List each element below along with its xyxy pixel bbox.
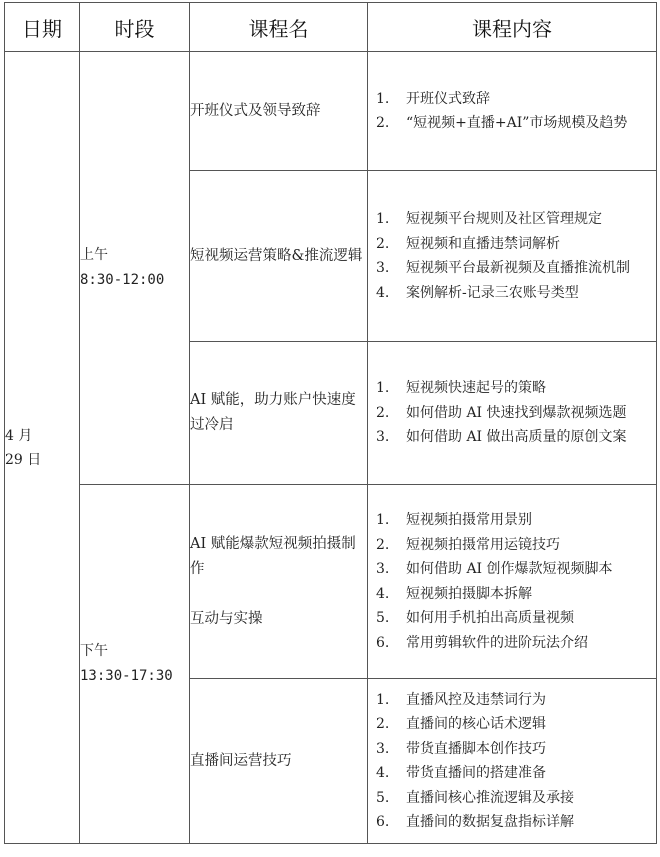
course-name-line: 短视频运营策略&推流逻辑 bbox=[190, 247, 363, 264]
date-cell bbox=[5, 52, 80, 844]
item-number: 2. bbox=[376, 716, 390, 732]
item-text: 如何用手机拍出高质量视频 bbox=[406, 610, 574, 626]
course-name bbox=[190, 679, 368, 844]
item-text: 如何借助 AI 快速找到爆款视频选题 bbox=[406, 404, 627, 421]
item-number: 4. bbox=[376, 585, 390, 602]
list-item bbox=[368, 508, 656, 533]
item-text: 直播间的数据复盘指标详解 bbox=[406, 814, 574, 830]
list-item bbox=[368, 111, 656, 136]
course-name-line: AI 赋能，助力账户快速度过冷启 bbox=[190, 392, 356, 433]
content-list bbox=[368, 688, 656, 835]
item-text: 直播风控及违禁词行为 bbox=[406, 691, 546, 708]
course-content bbox=[368, 485, 657, 679]
course-content bbox=[368, 171, 657, 342]
item-number: 5. bbox=[376, 789, 390, 806]
item-number: 6. bbox=[376, 814, 390, 830]
course-name bbox=[190, 485, 368, 679]
item-text: 常用剪辑软件的进阶玩法介绍 bbox=[406, 634, 588, 651]
list-item bbox=[368, 232, 656, 257]
item-number: 1. bbox=[376, 90, 390, 107]
list-item bbox=[368, 810, 656, 835]
item-text: 案例解析-记录三农账号类型 bbox=[406, 284, 579, 301]
item-number: 3. bbox=[376, 561, 390, 577]
course-content bbox=[368, 679, 657, 844]
item-number: 6. bbox=[376, 634, 390, 651]
item-number: 2. bbox=[376, 536, 390, 553]
item-number: 2. bbox=[376, 115, 390, 131]
course-content bbox=[368, 52, 657, 171]
course-name-line: 开班仪式及领导致辞 bbox=[190, 102, 321, 119]
course-content bbox=[368, 342, 657, 485]
item-text: 带货直播间的搭建准备 bbox=[406, 765, 546, 781]
list-item bbox=[368, 281, 656, 306]
session-time: 13:30-17:30 bbox=[80, 668, 173, 684]
list-item bbox=[368, 631, 656, 656]
session-morning bbox=[80, 52, 190, 485]
item-number: 5. bbox=[376, 610, 390, 626]
item-text: 短视频和直播违禁词解析 bbox=[406, 235, 560, 252]
item-number: 2. bbox=[376, 235, 390, 252]
session-afternoon bbox=[80, 485, 190, 844]
session-period: 上午 bbox=[80, 247, 108, 263]
item-text: 短视频平台最新视频及直播推流机制 bbox=[406, 260, 630, 276]
list-item bbox=[368, 533, 656, 558]
content-list bbox=[368, 207, 656, 305]
item-text: 如何借助 AI 做出高质量的原创文案 bbox=[406, 429, 627, 446]
header-row bbox=[5, 3, 657, 52]
course-name bbox=[190, 171, 368, 342]
item-text: 直播间的核心话术逻辑 bbox=[406, 716, 546, 732]
item-number: 2. bbox=[376, 404, 390, 421]
item-number: 3. bbox=[376, 429, 390, 446]
item-number: 3. bbox=[376, 740, 390, 757]
header-date: 日期 bbox=[5, 3, 80, 52]
item-number: 3. bbox=[376, 260, 390, 276]
list-item bbox=[368, 256, 656, 281]
course-name bbox=[190, 52, 368, 171]
item-number: 1. bbox=[376, 380, 390, 397]
session-time: 8:30-12:00 bbox=[80, 272, 165, 288]
list-item bbox=[368, 87, 656, 112]
session-period: 下午 bbox=[80, 643, 108, 659]
course-schedule-table bbox=[4, 2, 657, 844]
list-item bbox=[368, 582, 656, 607]
course-name bbox=[190, 342, 368, 485]
list-item bbox=[368, 737, 656, 762]
item-number: 4. bbox=[376, 765, 390, 781]
header-time: 时段 bbox=[80, 3, 190, 52]
item-text: “短视频+直播+AI”市场规模及趋势 bbox=[406, 115, 628, 131]
header-course-name: 课程名 bbox=[190, 3, 368, 52]
table-row bbox=[5, 485, 657, 679]
list-item bbox=[368, 786, 656, 811]
date-month: 4 月 bbox=[5, 427, 33, 444]
item-number: 1. bbox=[376, 512, 390, 528]
item-text: 直播间核心推流逻辑及承接 bbox=[406, 789, 574, 806]
list-item bbox=[368, 557, 656, 582]
list-item bbox=[368, 688, 656, 713]
item-text: 短视频拍摄常用景别 bbox=[406, 512, 532, 528]
item-number: 4. bbox=[376, 284, 390, 301]
course-name-line: 直播间运营技巧 bbox=[190, 752, 292, 769]
item-text: 短视频快速起号的策略 bbox=[406, 380, 546, 397]
list-item bbox=[368, 712, 656, 737]
table-row bbox=[5, 52, 657, 171]
header-course-content: 课程内容 bbox=[368, 3, 657, 52]
list-item bbox=[368, 606, 656, 631]
list-item bbox=[368, 761, 656, 786]
date-day: 29 日 bbox=[5, 451, 42, 468]
course-name-line: 互动与实操 bbox=[190, 610, 263, 627]
list-item bbox=[368, 425, 656, 450]
item-text: 短视频平台规则及社区管理规定 bbox=[406, 211, 602, 227]
item-text: 开班仪式致辞 bbox=[406, 90, 490, 107]
item-text: 短视频拍摄常用运镜技巧 bbox=[406, 536, 560, 553]
item-text: 如何借助 AI 创作爆款短视频脚本 bbox=[406, 561, 613, 577]
content-list bbox=[368, 508, 656, 655]
item-text: 带货直播脚本创作技巧 bbox=[406, 740, 546, 757]
item-number: 1. bbox=[376, 691, 390, 708]
course-name-line: AI 赋能爆款短视频拍摄制作 bbox=[190, 535, 356, 577]
item-number: 1. bbox=[376, 211, 390, 227]
list-item bbox=[368, 401, 656, 426]
content-list bbox=[368, 87, 656, 136]
list-item bbox=[368, 207, 656, 232]
content-list bbox=[368, 376, 656, 450]
item-text: 短视频拍摄脚本拆解 bbox=[406, 585, 532, 602]
list-item bbox=[368, 376, 656, 401]
